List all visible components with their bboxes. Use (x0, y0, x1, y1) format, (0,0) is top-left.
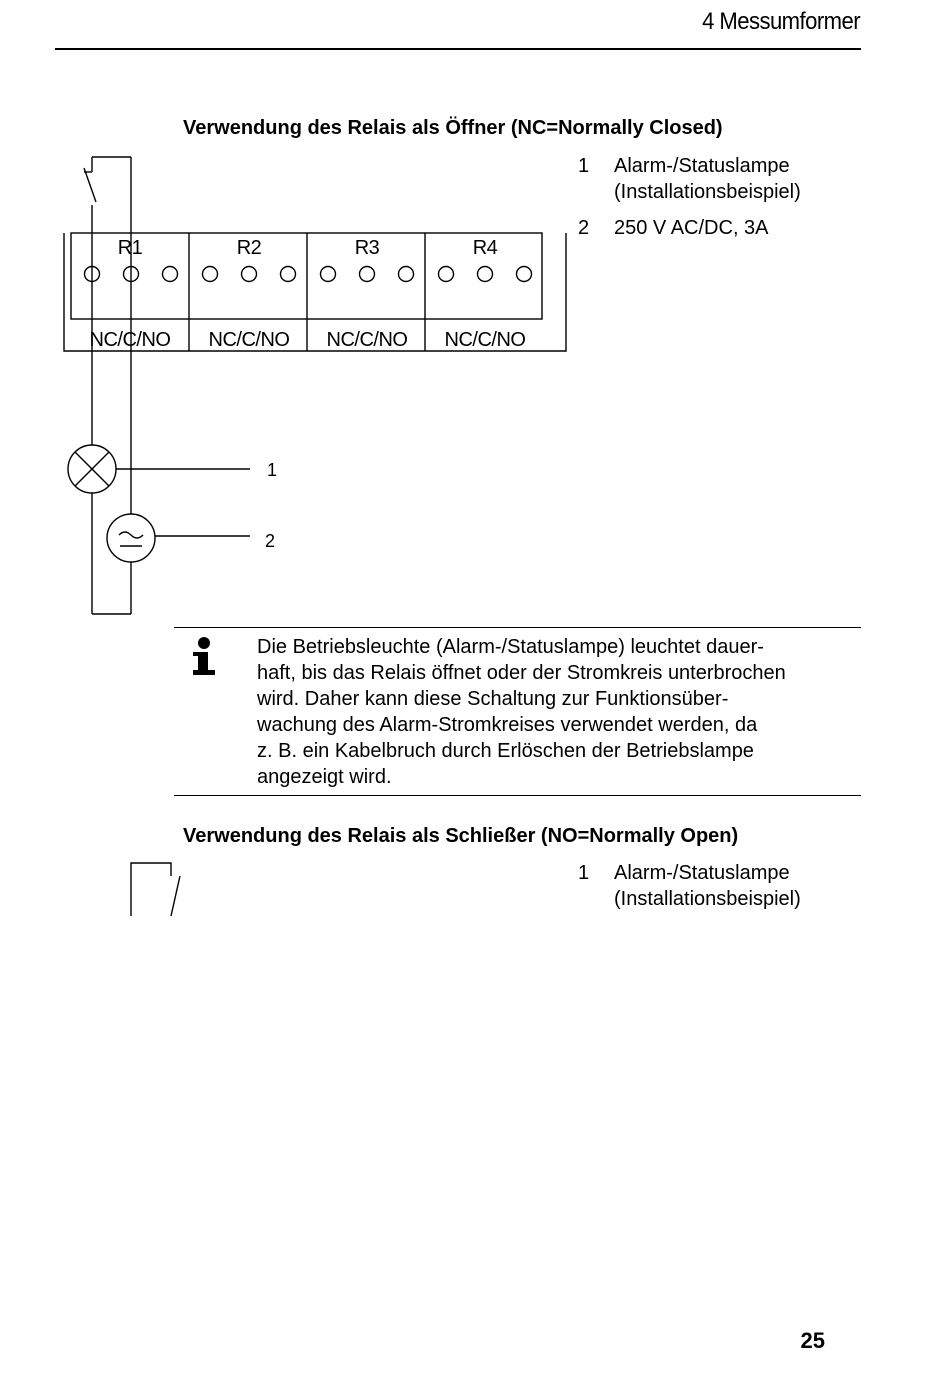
relay-label: R3 (354, 237, 380, 259)
terminal-label: NC/C/NO (208, 329, 290, 351)
note-line: wachung des Alarm-Stromkreises verwendet werden, da (257, 714, 758, 736)
note-line: z. B. ein Kabelbruch durch Erlöschen der Betriebslampe (257, 740, 754, 762)
note-rule-top (174, 627, 861, 628)
legend-number: 1 (578, 155, 590, 177)
no-switch-wire (131, 863, 171, 916)
section-title-no: Verwendung des Relais als Schließer (NO=Normally Open) (183, 825, 739, 847)
legend-text-line: (Installationsbeispiel) (614, 888, 801, 910)
legend-text-line: (Installationsbeispiel) (614, 181, 801, 203)
relay-label: R4 (472, 237, 498, 259)
note-line: haft, bis das Relais öffnet oder der Stromkreis unterbrochen (257, 662, 786, 684)
note-rule-bottom (174, 795, 861, 796)
legend-number: 1 (578, 862, 590, 884)
note-line: wird. Daher kann diese Schaltung zur Funktionsüber- (257, 688, 729, 710)
ac-source-icon (107, 514, 155, 562)
legend-number: 2 (578, 217, 590, 239)
nc-switch-contact (84, 168, 96, 202)
relay-label: R1 (117, 237, 143, 259)
terminal-label: NC/C/NO (326, 329, 408, 351)
terminal-label: NC/C/NO (444, 329, 526, 351)
terminal-label: NC/C/NO (89, 329, 171, 351)
callout-number: 1 (267, 460, 278, 480)
info-icon (193, 637, 215, 675)
note-line: angezeigt wird. (257, 766, 392, 788)
legend-text-line: Alarm-/Statuslampe (614, 862, 790, 884)
no-switch-contact (171, 876, 180, 916)
callout-number: 2 (265, 531, 276, 551)
page-number: 25 (800, 1328, 825, 1353)
legend-text-line: 250 V AC/DC, 3A (614, 217, 769, 239)
legend-text-line: Alarm-/Statuslampe (614, 155, 790, 177)
note-text (257, 634, 867, 790)
note-line: Die Betriebsleuchte (Alarm-/Statuslampe) leuchtet dauer- (257, 636, 764, 658)
relay-label: R2 (236, 237, 262, 259)
chapter-title: 4 Messumformer (702, 8, 860, 35)
section-title-nc: Verwendung des Relais als Öffner (NC=Normally Closed) (183, 117, 723, 139)
